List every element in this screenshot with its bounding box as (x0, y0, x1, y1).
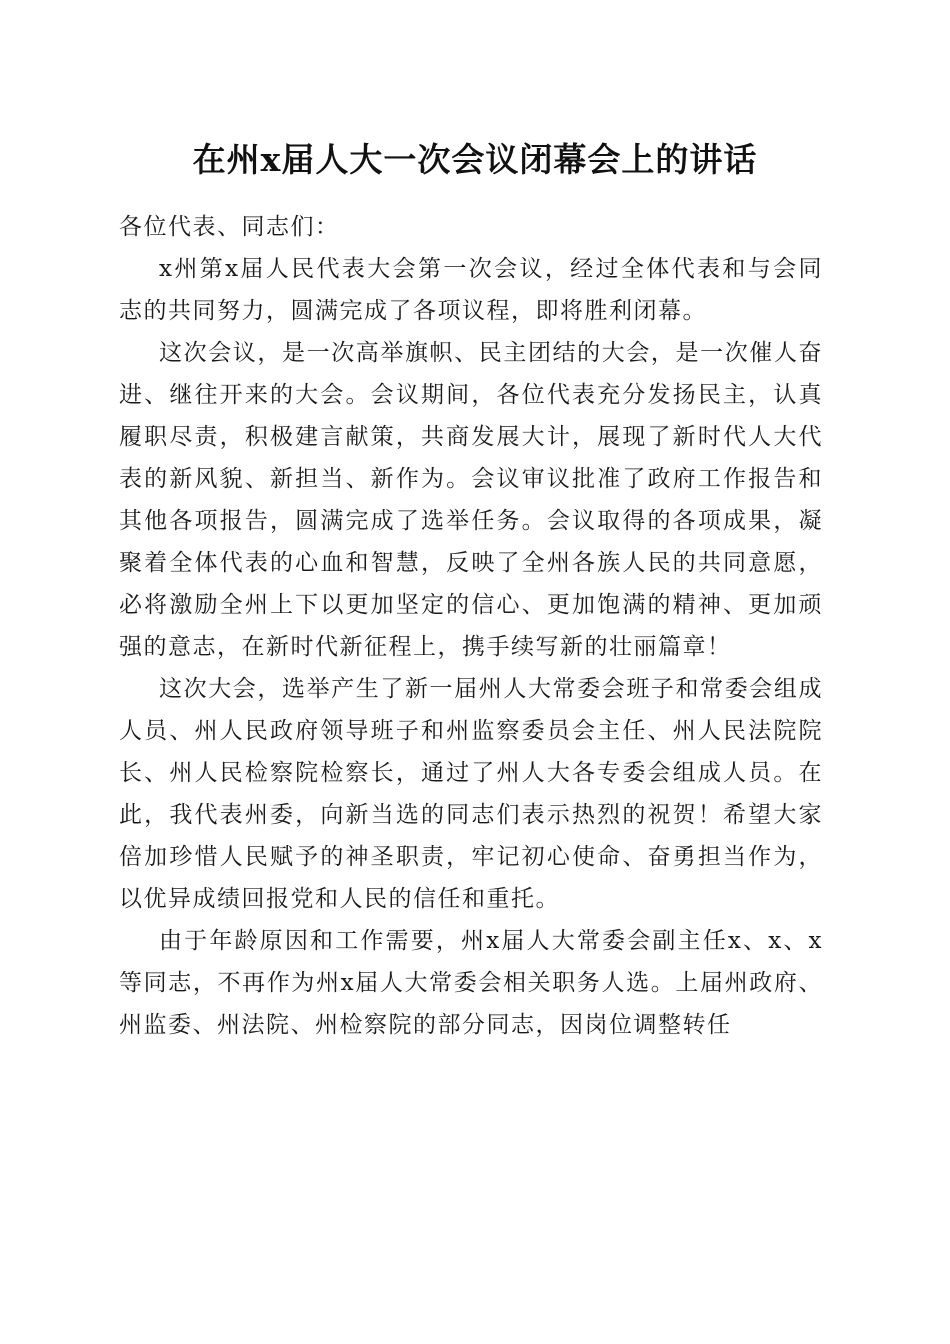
paragraph-2: 这次会议，是一次高举旗帜、民主团结的大会，是一次催人奋进、继往开来的大会。会议期间，各位代表充分发扬民主，认真履职尽责，积极建言献策，共商发展大计，展现了新时代人大代表的新风貌、新担当、新作为。会议审议批准了政府工作报告和其他各项报告，圆满完成了选举任务。会议取得的各项成果，凝聚着全体代表的心血和智慧，反映了全州各族人民的共同意愿，必将激励全州上下以更加坚定的信心、更加饱满的精神、更加顽强的意志，在新时代新征程上，携手续写新的壮丽篇章！ (119, 340, 823, 660)
paragraph-4: 由于年龄原因和工作需要，州x届人大常委会副主任x、x、x等同志，不再作为州x届人大常委会相关职务人选。上届州政府、州监委、州法院、州检察院的部分同志，因岗位调整转任 (119, 928, 823, 1038)
document-title: 在州x届人大一次会议闭幕会上的讲话 (192, 140, 758, 179)
paragraph-1: x州第x届人民代表大会第一次会议，经过全体代表和与会同志的共同努力，圆满完成了各项议程，即将胜利闭幕。 (119, 256, 823, 324)
salutation: 各位代表、同志们： (119, 214, 340, 240)
document-body (119, 206, 823, 1046)
paragraph-3: 这次大会，选举产生了新一届州人大常委会班子和常委会组成人员、州人民政府领导班子和州监察委员会主任、州人民法院院长、州人民检察院检察长，通过了州人大各专委会组成人员。在此，我代表州委，向新当选的同志们表示热烈的祝贺！希望大家倍加珍惜人民赋予的神圣职责，牢记初心使命、奋勇担当作为，以优异成绩回报党和人民的信任和重托。 (119, 676, 823, 912)
